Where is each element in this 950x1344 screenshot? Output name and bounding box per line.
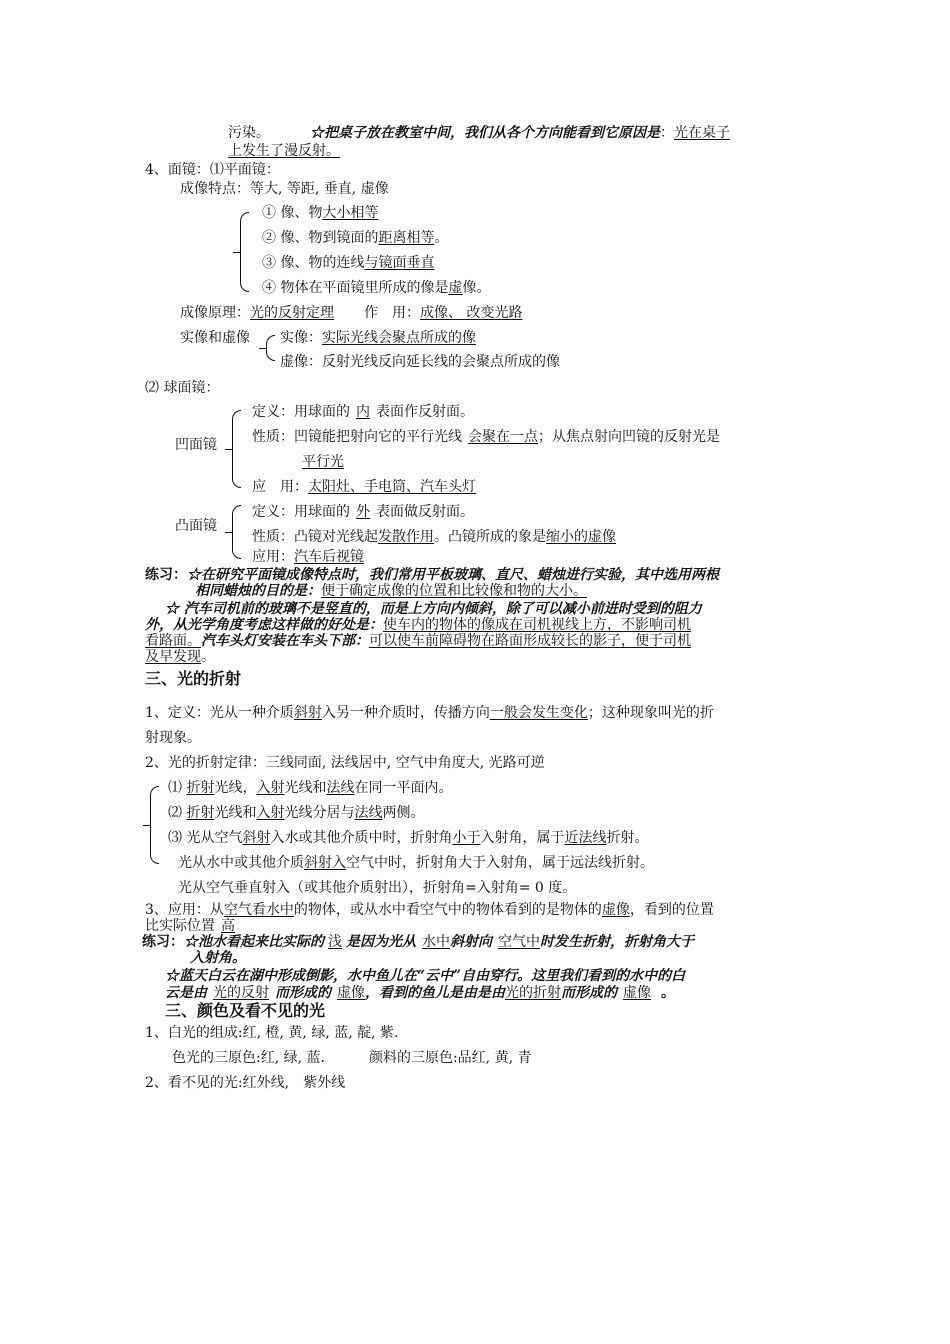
brace-convex xyxy=(232,505,241,559)
refraction-rule-3: ⑶ 光从空气斜射入水或其他介质中时，折射角小于入射角，属于近法线折射。 xyxy=(168,830,649,846)
refraction-definition: 1、定义：光从一种介质斜射入另一种介质时，传播方向一般会发生变化；这种现象叫光的折 xyxy=(145,705,714,721)
real-virtual-label: 实像和虚像 xyxy=(180,330,250,346)
answer-text: 光在桌子 xyxy=(674,125,730,141)
concave-definition: 定义：用球面的 内 表面作反射面。 xyxy=(252,404,474,420)
concave-property-cont: 平行光 xyxy=(302,454,344,470)
brace-plane-mirror xyxy=(240,212,249,292)
refraction-application: 3、应用：从空气看水中的物体，或从水中看空气中的物体看到的是物体的虚像，看到的位置 xyxy=(145,902,714,918)
refraction-law: 2、光的折射定律：三线同面, 法线居中, 空气中角度大, 光路可逆 xyxy=(145,755,545,771)
primary-colors: 色光的三原色:红, 绿, 蓝. 颜料的三原色:品红, 黄, 青 xyxy=(172,1050,532,1066)
practice1-line-4: 外，从光学角度考虑这样做的好处是：使车内的物体的像成在司机视线上方，不影响司机 xyxy=(145,617,691,633)
concave-label: 凹面镜 xyxy=(175,437,217,453)
mirror-title: 4、面镜：⑴平面镜： xyxy=(145,162,280,178)
practice1-line-6: 及早发现。 xyxy=(145,649,215,665)
practice2-line-3: ☆蓝天白云在湖中形成倒影，水中鱼儿在“云中”自由穿行。这里我们看到的水中的白 xyxy=(165,968,686,984)
brace-real-virtual xyxy=(266,335,275,361)
convex-property: 性质：凸镜对光线起发散作用。凸镜所成的象是缩小的虚像 xyxy=(252,529,616,545)
refraction-rule-2: ⑵ 折射光线和入射光线分居与法线两侧。 xyxy=(168,805,425,821)
practice1-line-3: ☆ 汽车司机前的玻璃不是竖直的，而是上方向内倾斜，除了可以减小前进时受到的阻力 xyxy=(165,601,702,617)
brace-concave xyxy=(232,410,241,488)
refraction-application-cont: 比实际位置 高 xyxy=(145,918,235,934)
practice1-line-2: 相同蜡烛的目的是：便于确定成像的位置和比较像和物的大小。 xyxy=(195,583,587,599)
refraction-definition-cont: 射现象。 xyxy=(145,730,201,746)
mirror-point-1: ① 像、物大小相等 xyxy=(262,205,379,221)
concave-property: 性质：凹镜能把射向它的平行光线 会聚在一点；从焦点射向凹镜的反射光是 xyxy=(252,429,720,445)
mirror-point-2: ② 像、物到镜面的距离相等。 xyxy=(262,230,449,246)
convex-application: 应用：汽车后视镜 xyxy=(252,549,364,565)
question-text: ☆把桌子放在教室中间，我们从各个方向能看到它原因是 xyxy=(310,125,660,141)
virtual-image: 虚像：反射光线反向延长线的会聚点所成的像 xyxy=(280,354,560,370)
top-line-1 xyxy=(228,124,730,142)
refraction-rule-5: 光从空气垂直射入（或其他介质射出），折射角=入射角= 0 度。 xyxy=(178,880,577,896)
color-heading: 三、颜色及看不见的光 xyxy=(165,1001,326,1020)
mirror-point-3: ③ 像、物的连线与镜面垂直 xyxy=(262,255,435,271)
invisible-light: 2、看不见的光:红外线, 紫外线 xyxy=(145,1075,346,1091)
practice2-line-2: 入射角。 xyxy=(190,950,246,966)
real-image: 实像：实际光线会聚点所成的像 xyxy=(280,330,476,346)
mirror-features: 成像特点：等大, 等距, 垂直, 虚像 xyxy=(180,181,389,197)
sphere-title: ⑵ 球面镜： xyxy=(145,380,220,396)
practice2-line-1: 练习：☆池水看起来比实际的 浅 是因为光从 水中斜射向 空气中时发生折射，折射角大于 xyxy=(142,934,694,950)
text: 污染。 xyxy=(228,125,270,141)
mirror-principle: 成像原理：光的反射定理 作 用：成像、 改变光路 xyxy=(180,305,523,321)
practice1-line-1: 练习：☆在研究平面镜成像特点时，我们常用平板玻璃、直尺、蜡烛进行实验，其中选用两根 xyxy=(145,567,719,583)
mirror-point-4: ④ 物体在平面镜里所成的像是虚像。 xyxy=(262,280,491,296)
text: ： xyxy=(660,125,674,141)
convex-definition: 定义：用球面的 外 表面做反射面。 xyxy=(252,504,474,520)
top-line-2: 上发生了漫反射。 xyxy=(228,143,340,159)
convex-label: 凸面镜 xyxy=(175,518,217,534)
refraction-heading: 三、光的折射 xyxy=(145,669,242,688)
white-light: 1、白光的组成:红, 橙, 黄, 绿, 蓝, 靛, 紫. xyxy=(145,1025,399,1041)
refraction-rule-1: ⑴ 折射光线，入射光线和法线在同一平面内。 xyxy=(168,780,453,796)
practice1-line-5: 看路面。汽车头灯安装在车头下部：可以使车前障碍物在路面形成较长的影子，便于司机 xyxy=(145,633,691,649)
brace-refraction xyxy=(150,786,159,864)
practice2-line-4: 云是由 光的反射 而形成的 虚像，看到的鱼儿是由是由光的折射而形成的 虚像 。 xyxy=(165,985,675,1001)
refraction-rule-4: 光从水中或其他介质斜射入空气中时，折射角大于入射角，属于远法线折射。 xyxy=(178,855,654,871)
concave-application: 应 用：太阳灶、手电筒、汽车头灯 xyxy=(252,479,476,495)
